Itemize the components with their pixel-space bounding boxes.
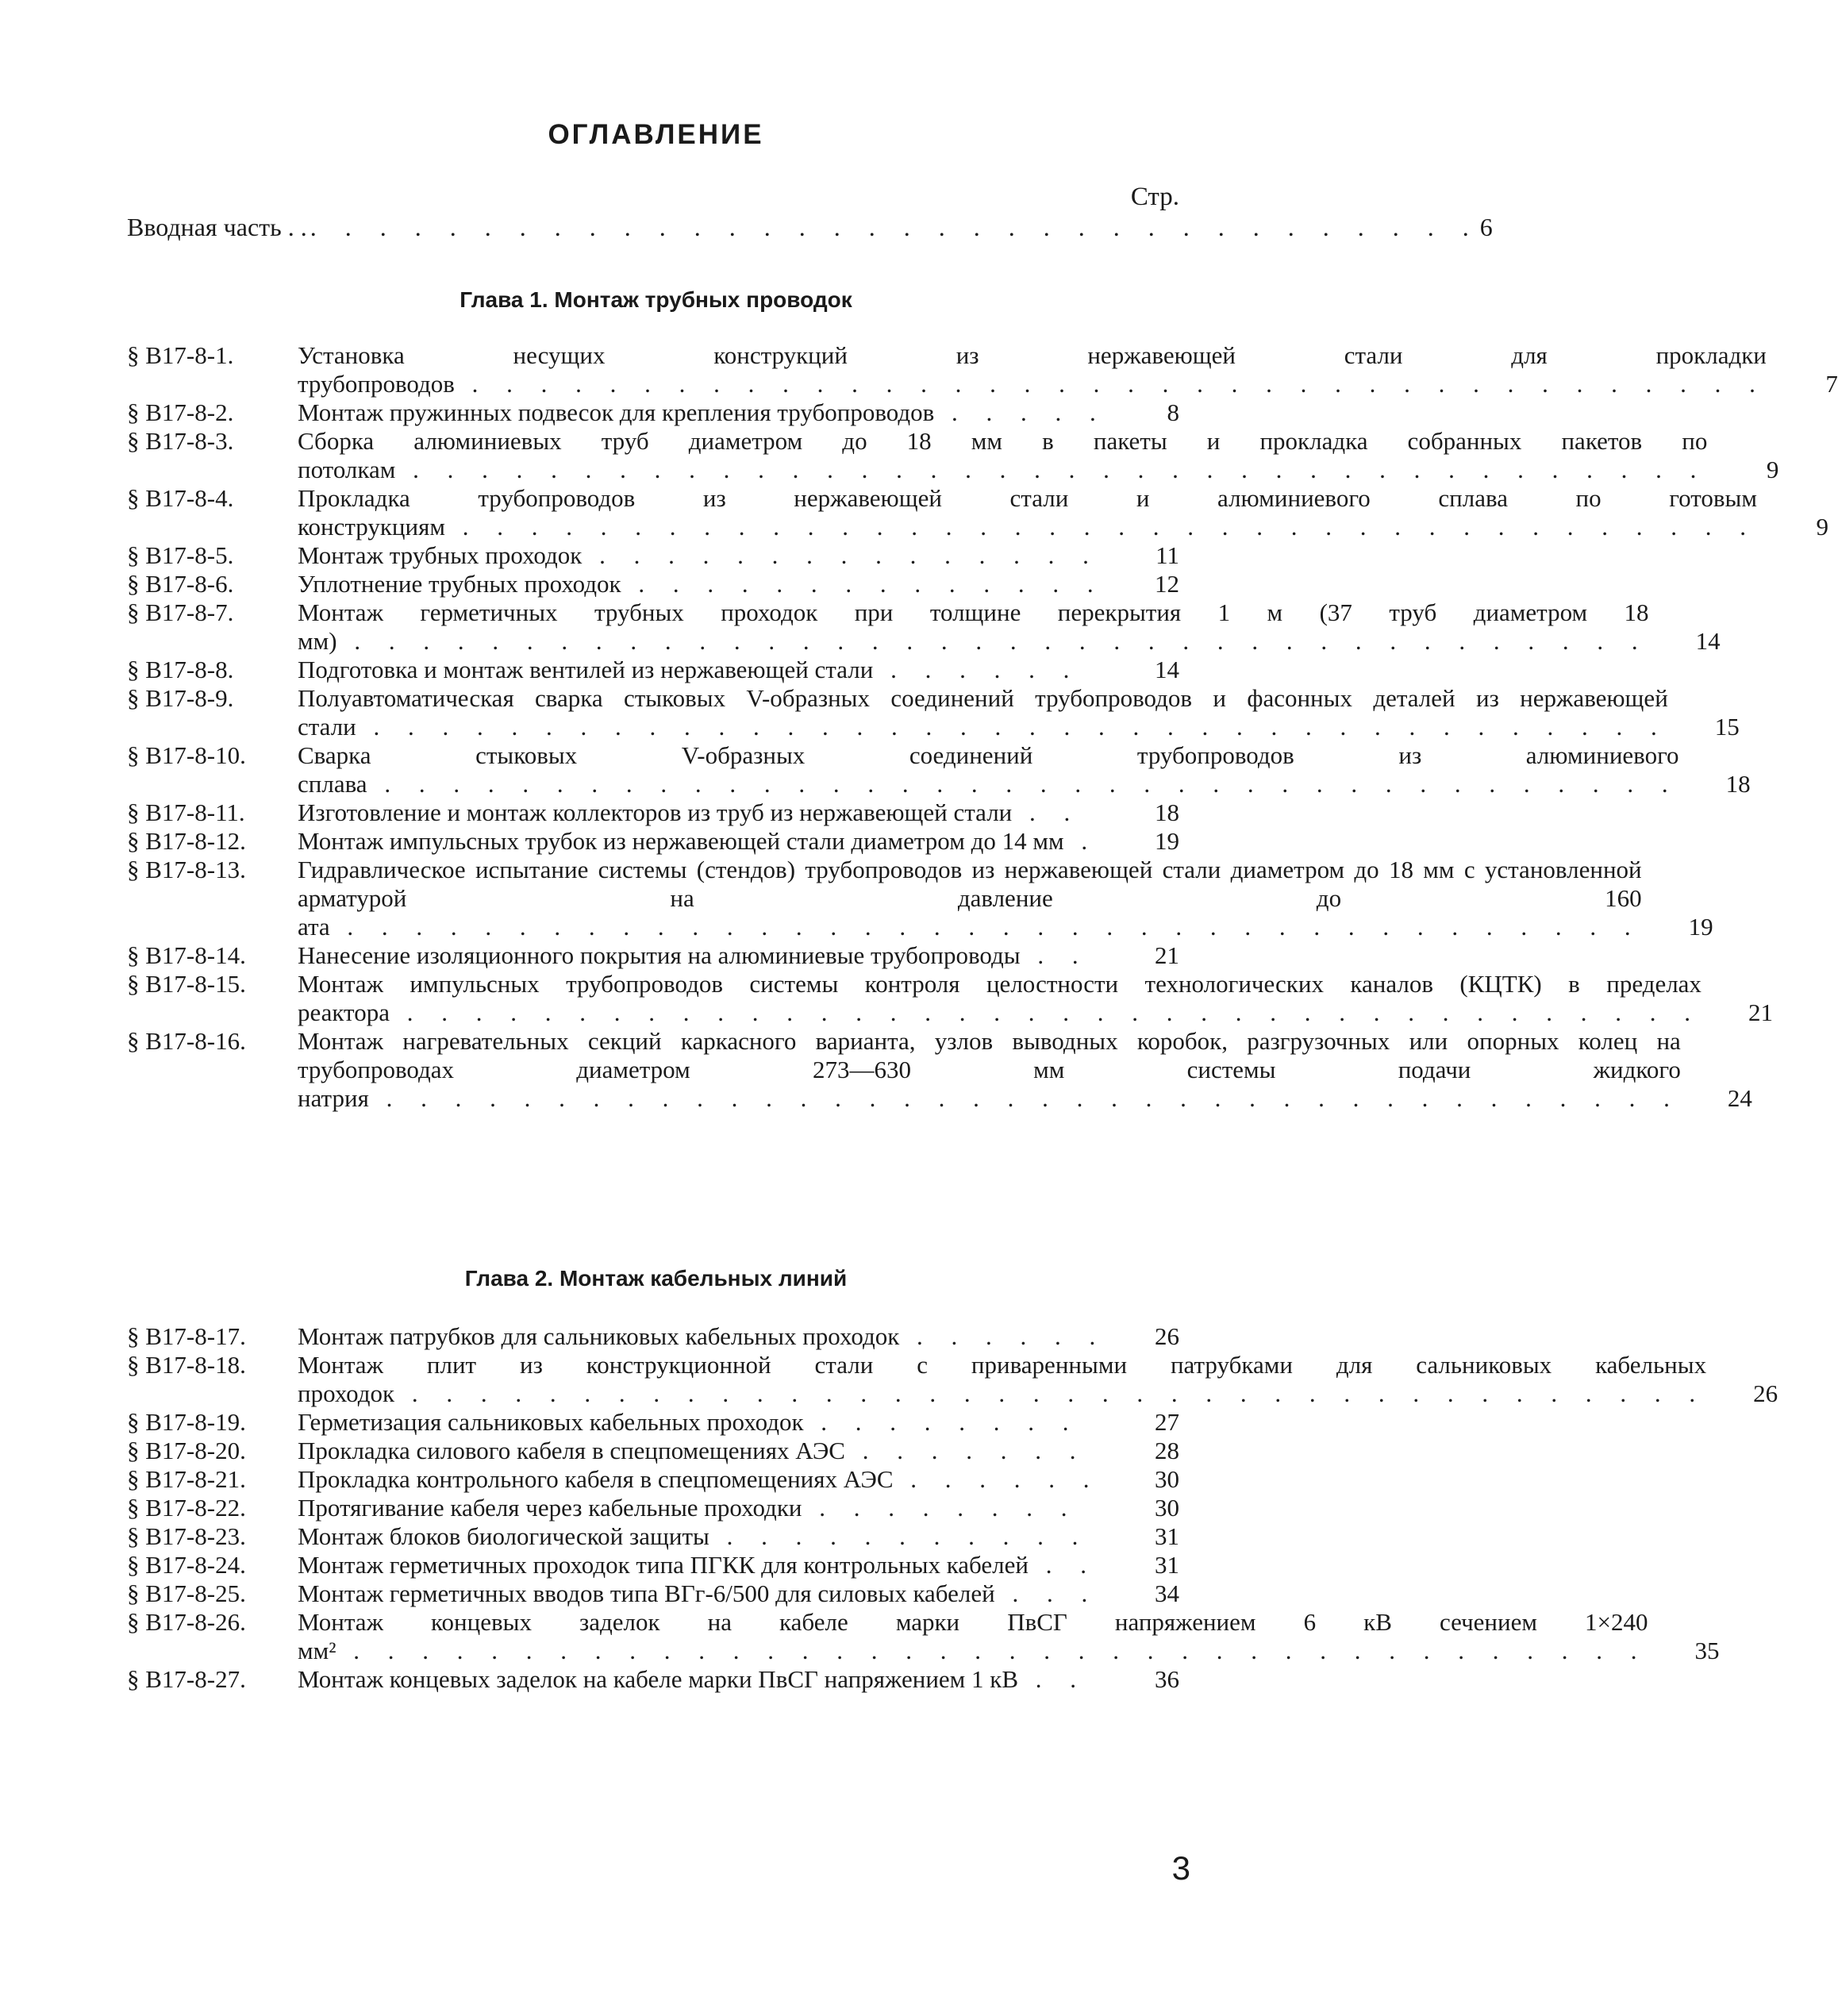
toc-entry-title: Полуавтоматическая сварка стыковых V-образных соединений трубопроводов и фасонных деталей из нержавеющей стали . . . . . . . . . . . . . . . . . . . . . . . . . . . . . . . . . . . . . . xyxy=(298,684,1668,741)
toc-entry-title: Монтаж плит из конструкционной стали с приваренными патрубками для сальниковых кабельных проходок . . . . . . . . . . . . . . . . . . . . . . . . . . . . . . . . . . . . . . xyxy=(298,1351,1707,1407)
toc-entry-page: 35 xyxy=(1694,1637,1720,1664)
toc-entry-title: Уплотнение трубных проходок . . . . . . . . . . . . . . xyxy=(298,570,1105,598)
toc-entry-section-id: § В17-8-12. xyxy=(127,827,246,855)
toc-entry-page: 30 xyxy=(1155,1494,1179,1522)
toc-entry-title: Прокладка трубопроводов из нержавеющей стали и алюминиевого сплава по готовым конструкциям . . . . . . . . . . . . . . . . . . . . . . . . . . . . . . . . . . . . . . xyxy=(298,484,1757,541)
toc-entry-page: 15 xyxy=(1714,713,1740,741)
toc-entry[interactable] xyxy=(127,1494,1179,1522)
toc-entry-section-id: § В17-8-9. xyxy=(127,684,234,712)
toc-entry[interactable] xyxy=(127,427,1779,484)
toc-entry[interactable] xyxy=(127,1351,1778,1408)
leader-dots: . . . . . . . . . . . . . . . . . . . . . . . . . . . . . . . . . . . . . . xyxy=(367,770,1679,798)
toc-entry-section-id: § В17-8-18. xyxy=(127,1351,246,1379)
toc-entry[interactable] xyxy=(127,1437,1179,1465)
chapter-1-title: Глава 1. Монтаж трубных проводок xyxy=(460,287,852,312)
toc-entry-page: 21 xyxy=(1155,941,1179,969)
toc-entry-page: 27 xyxy=(1155,1408,1179,1436)
page-title: ОГЛАВЛЕНИЕ xyxy=(548,119,764,150)
toc-entry[interactable] xyxy=(127,1522,1179,1551)
leader-dots: . . . . . . . . . . . . . . xyxy=(621,570,1105,598)
toc-entry-section-id: § В17-8-11. xyxy=(127,798,245,826)
toc-entry-section-id: § В17-8-15. xyxy=(127,970,246,998)
toc-entry-page: 31 xyxy=(1155,1522,1179,1550)
toc-entry-page: 14 xyxy=(1155,656,1179,683)
toc-entry-section-id: § В17-8-13. xyxy=(127,856,246,883)
toc-entry-page: 9 xyxy=(1766,456,1779,483)
toc-entry[interactable] xyxy=(127,798,1179,827)
toc-entry-page: 26 xyxy=(1155,1322,1179,1350)
toc-entry-section-id: § В17-8-27. xyxy=(127,1665,246,1693)
toc-entry-section-id: § В17-8-19. xyxy=(127,1408,246,1436)
leader-dots: . . . . . . . . . . . . . . . . . . . . . . . . . . . . . . . . . . . . . . xyxy=(336,1637,1648,1664)
leader-dots: . . xyxy=(1020,941,1090,969)
toc-entry-section-id: § В17-8-25. xyxy=(127,1579,246,1607)
leader-dots: . . . . . . . . xyxy=(803,1408,1080,1436)
toc-entry-title: Монтаж патрубков для сальниковых кабельных проходок . . . . . . xyxy=(298,1322,1107,1350)
toc-entry-title: Монтаж импульсных трубопроводов системы контроля целостности технологических каналов (КЦТК) в пределах реактора . . . . . . . . . . . . . . . . . . . . . . . . . . . . . . . . . . . . . . xyxy=(298,970,1701,1026)
toc-entry-page: 34 xyxy=(1155,1579,1179,1607)
toc-entry-section-id: § В17-8-4. xyxy=(127,484,234,512)
toc-entry-title: Установка несущих конструкций из нержавеющей стали для прокладки трубопроводов . . . . . . . . . . . . . . . . . . . . . . . . . . . . . . . . . . . . . . xyxy=(298,341,1767,398)
leader-dots: . . . . . . . . . . . . . . . . . . . . . . . . . . . . . . . . . . . . . . xyxy=(454,370,1767,398)
toc-entry[interactable] xyxy=(127,570,1179,598)
toc-entry-title: Герметизация сальниковых кабельных проходок . . . . . . . . xyxy=(298,1408,1080,1436)
toc-entry-section-id: § В17-8-21. xyxy=(127,1465,246,1493)
toc-entry-page: 30 xyxy=(1155,1465,1179,1493)
toc-entry-title: Протягивание кабеля через кабельные проходки . . . . . . . . xyxy=(298,1494,1079,1522)
page-column-label: Стр. xyxy=(1130,183,1179,211)
leader-dots: . . . . . . xyxy=(893,1465,1101,1493)
toc-entry-page: 21 xyxy=(1748,998,1773,1026)
toc-entry-page: 36 xyxy=(1155,1665,1179,1693)
toc-entry[interactable] xyxy=(127,484,1828,541)
toc-entry[interactable] xyxy=(127,541,1179,570)
toc-entry-title: Изготовление и монтаж коллекторов из труб из нержавеющей стали . . xyxy=(298,798,1082,826)
toc-entry-title: Нанесение изоляционного покрытия на алюминиевые трубопроводы . . xyxy=(298,941,1090,969)
toc-entry[interactable] xyxy=(127,1608,1720,1665)
toc-entry-section-id: § В17-8-7. xyxy=(127,598,234,626)
toc-entry-page: 19 xyxy=(1688,913,1713,941)
leader-dots: . . . . . . . . . . . . . . . xyxy=(582,541,1100,569)
toc-entry-page: 28 xyxy=(1155,1437,1179,1464)
chapter-2-title: Глава 2. Монтаж кабельных линий xyxy=(464,1266,848,1291)
page-number: 3 xyxy=(1171,1849,1190,1887)
toc-entry-section-id: § В17-8-23. xyxy=(127,1522,246,1550)
toc-entry-title: Монтаж блоков биологической защиты . . . . . . . . . . . xyxy=(298,1522,1090,1550)
leader-dots: . . . . . . . . . . . . . . . . . . . . . . . . . . . . . . . . . . . . . . xyxy=(394,1379,1707,1407)
chapter-2-entries xyxy=(127,1322,1778,1694)
toc-entry-title: Монтаж концевых заделок на кабеле марки ПвСГ напряжением 6 кВ сечением 1×240 мм² . . . . . . . . . . . . . . . . . . . . . . . . . . . . . . . . . . . . . . xyxy=(298,1608,1648,1664)
toc-entry[interactable] xyxy=(127,1408,1179,1437)
toc-entry-section-id: § В17-8-22. xyxy=(127,1494,246,1522)
toc-entry-section-id: § В17-8-17. xyxy=(127,1322,246,1350)
leader-dots: . . . . . . xyxy=(873,656,1081,683)
toc-entry-title: Монтаж пружинных подвесок для крепления трубопроводов . . . . . xyxy=(298,398,1107,426)
toc-entry[interactable] xyxy=(127,341,1838,398)
leader-dots: . . . xyxy=(994,1579,1099,1607)
toc-entry-page: 26 xyxy=(1753,1379,1778,1407)
leader-dots: . . xyxy=(1012,798,1082,826)
toc-entry-page: 9 xyxy=(1816,513,1828,541)
toc-entry-section-id: § В17-8-16. xyxy=(127,1027,246,1055)
toc-entry-page: 14 xyxy=(1695,627,1721,655)
leader-dots: . . . . . . . xyxy=(844,1437,1087,1464)
toc-entry-section-id: § В17-8-26. xyxy=(127,1608,246,1636)
toc-entry-title: Монтаж герметичных вводов типа ВГг-6/500 для силовых кабелей . . . xyxy=(298,1579,1099,1607)
toc-entry-page: 18 xyxy=(1155,798,1179,826)
leader-dots: . . . . . xyxy=(934,398,1107,426)
toc-entry-title: Монтаж герметичных трубных проходок при толщине перекрытия 1 м (37 труб диаметром 18 мм) . . . . . . . . . . . . . . . . . . . . . . . . . . . . . . . . . . . . . . xyxy=(298,598,1649,655)
toc-entry[interactable] xyxy=(127,856,1713,941)
toc-entry[interactable] xyxy=(127,1322,1179,1351)
toc-entry[interactable] xyxy=(127,684,1740,741)
toc-entry-title: Монтаж импульсных трубок из нержавеющей стали диаметром до 14 мм . xyxy=(298,827,1099,855)
toc-entry-section-id: § В17-8-6. xyxy=(127,570,234,598)
toc-entry-title: Монтаж нагревательных секций каркасного варианта, узлов выводных коробок, разгрузочных или опорных колец на трубопроводах диаметром 273—630 мм системы подачи жидкого натрия . . . . . . . . . . . . . . . . . . . . . . . . . . . . . . . . . . . . . . xyxy=(298,1027,1681,1112)
toc-entry[interactable] xyxy=(127,398,1179,427)
toc-entry-title: Монтаж герметичных проходок типа ПГКК для контрольных кабелей . . xyxy=(298,1551,1098,1579)
toc-entry[interactable] xyxy=(127,741,1751,798)
leader-dots: . xyxy=(1063,827,1099,855)
toc-entry-page: 19 xyxy=(1155,827,1179,855)
toc-entry[interactable] xyxy=(127,656,1179,684)
toc-entry-page: 8 xyxy=(1167,398,1179,426)
leader-dots: . . . . . . . . . . . xyxy=(709,1522,1090,1550)
toc-entry-title: Прокладка контрольного кабеля в спецпомещениях АЭС . . . . . . xyxy=(298,1465,1101,1493)
toc-entry-section-id: § В17-8-10. xyxy=(127,741,246,769)
toc-entry-title: Монтаж концевых заделок на кабеле марки ПвСГ напряжением 1 кВ . . xyxy=(298,1665,1088,1693)
toc-entry-page: 18 xyxy=(1725,770,1751,798)
toc-entry-title: Подготовка и монтаж вентилей из нержавеющей стали . . . . . . xyxy=(298,656,1081,683)
toc-entry-section-id: § В17-8-2. xyxy=(127,398,234,426)
leader-dots: . . . . . . . . . . . . . . . . . . . . . . . . . . . . . . . . . . xyxy=(310,213,1480,241)
toc-entry[interactable] xyxy=(127,941,1179,970)
intro-entry[interactable] xyxy=(127,213,1493,243)
toc-entry-section-id: § В17-8-8. xyxy=(127,656,234,683)
intro-page: 6 xyxy=(1479,213,1493,241)
toc-entry-section-id: § В17-8-24. xyxy=(127,1551,246,1579)
leader-dots: . . . . . . . . . . . . . . . . . . . . . . . . . . . . . . . . . . . . . . xyxy=(356,713,1668,741)
toc-entry-title: Прокладка силового кабеля в спецпомещениях АЭС . . . . . . . xyxy=(298,1437,1087,1464)
toc-entry-page: 31 xyxy=(1155,1551,1179,1579)
toc-entry-title: Гидравлическое испытание системы (стендов) трубопроводов из нержавеющей стали диаметром до 18 мм с установленной арматурой на давление до 160 ата . . . . . . . . . . . . . . . . . . . . . . . . . . . . . . . . . . . . . . xyxy=(298,856,1642,941)
toc-entry-title: Сварка стыковых V-образных соединений трубопроводов из алюминиевого сплава . . . . . . . . . . . . . . . . . . . . . . . . . . . . . . . . . . . . . . xyxy=(298,741,1679,798)
chapter-1-entries xyxy=(127,341,1838,1113)
leader-dots: . . . . . . . . . . . . . . . . . . . . . . . . . . . . . . . . . . . . . . xyxy=(368,1084,1681,1112)
leader-dots: . . xyxy=(1018,1665,1088,1693)
leader-dots: . . . . . . . . . . . . . . . . . . . . . . . . . . . . . . . . . . . . . . xyxy=(444,513,1757,541)
leader-dots: . . xyxy=(1029,1551,1098,1579)
toc-entry-section-id: § В17-8-1. xyxy=(127,341,234,369)
toc-entry[interactable] xyxy=(127,1027,1752,1113)
intro-label: Вводная часть . . xyxy=(127,213,307,241)
leader-dots: . . . . . . . . . . . . . . . . . . . . . . . . . . . . . . . . . . . . . . xyxy=(336,627,1649,655)
toc-entry[interactable] xyxy=(127,1551,1179,1579)
leader-dots: . . . . . . xyxy=(899,1322,1107,1350)
toc-entry-title: Сборка алюминиевых труб диаметром до 18 мм в пакеты и прокладка собранных пакетов по потолкам . . . . . . . . . . . . . . . . . . . . . . . . . . . . . . . . . . . . . . xyxy=(298,427,1708,483)
toc-entry-section-id: § В17-8-5. xyxy=(127,541,234,569)
leader-dots: . . . . . . . . . . . . . . . . . . . . . . . . . . . . . . . . . . . . . . xyxy=(395,456,1708,483)
toc-entry[interactable] xyxy=(127,827,1179,856)
toc-entry[interactable] xyxy=(127,1465,1179,1494)
toc-entry-page: 12 xyxy=(1155,570,1179,598)
toc-entry[interactable] xyxy=(127,970,1773,1027)
toc-entry-page: 11 xyxy=(1155,541,1179,569)
toc-entry[interactable] xyxy=(127,1665,1179,1694)
toc-entry-section-id: § В17-8-14. xyxy=(127,941,246,969)
toc-entry[interactable] xyxy=(127,1579,1179,1608)
toc-entry[interactable] xyxy=(127,598,1721,656)
toc-entry-section-id: § В17-8-20. xyxy=(127,1437,246,1464)
leader-dots: . . . . . . . . . . . . . . . . . . . . . . . . . . . . . . . . . . . . . . xyxy=(329,913,1642,941)
toc-entry-section-id: § В17-8-3. xyxy=(127,427,234,455)
toc-entry-title: Монтаж трубных проходок . . . . . . . . . . . . . . . xyxy=(298,541,1100,569)
toc-entry-page: 7 xyxy=(1825,370,1838,398)
toc-entry-page: 24 xyxy=(1727,1084,1752,1112)
leader-dots: . . . . . . . . xyxy=(802,1494,1079,1522)
leader-dots: . . . . . . . . . . . . . . . . . . . . . . . . . . . . . . . . . . . . . . xyxy=(389,998,1701,1026)
